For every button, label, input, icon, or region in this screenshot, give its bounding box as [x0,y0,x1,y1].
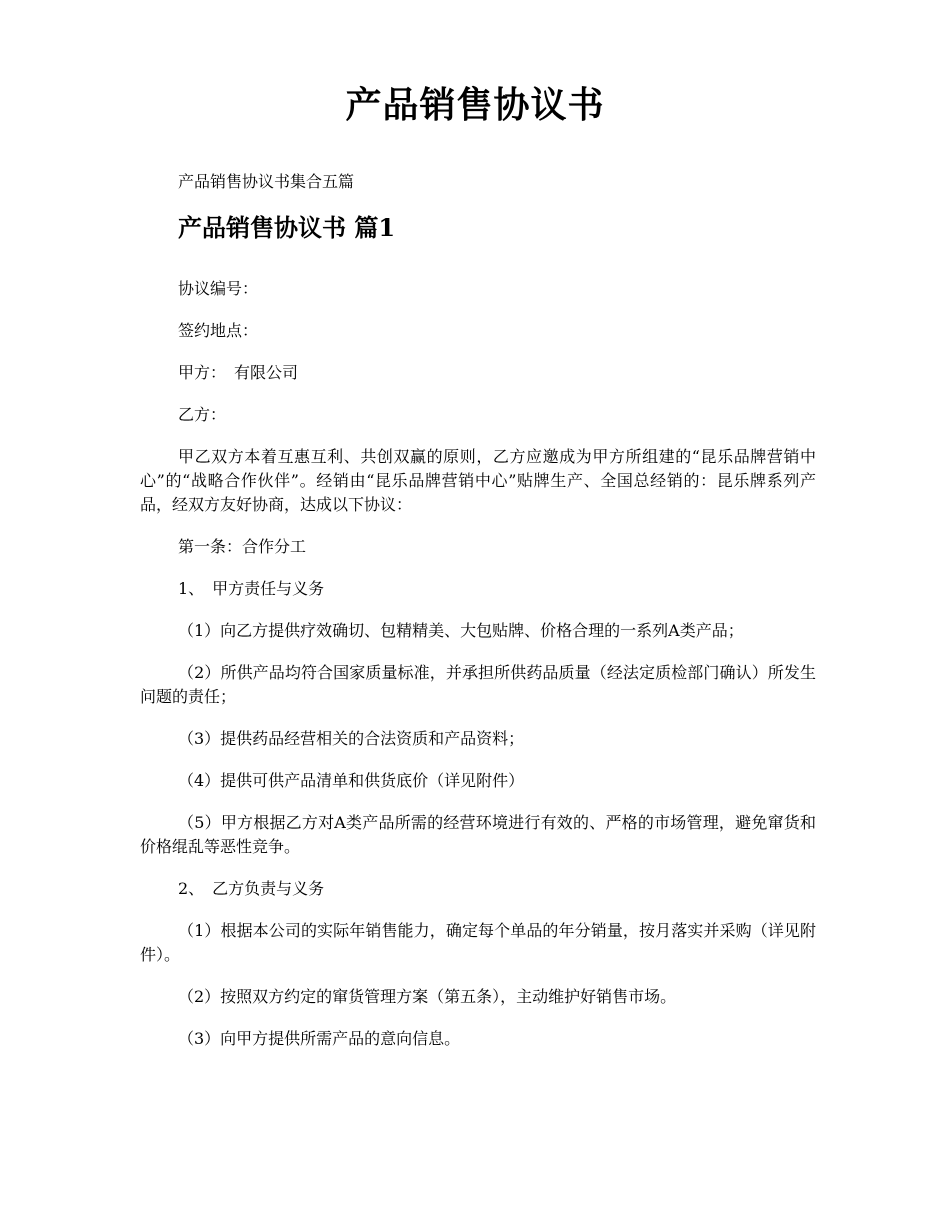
paragraph-article-1: 第一条：合作分工 [178,537,307,556]
section-heading: 产品销售协议书 篇1 [178,213,396,242]
paragraph-a-item-1: （1）向乙方提供疗效确切、包精精美、大包贴牌、价格合理的一系列A类产品； [178,621,744,640]
paragraph-signing-place: 签约地点： [178,321,259,340]
paragraph-b-item-3: （3）向甲方提供所需产品的意向信息。 [178,1029,461,1048]
paragraph-b-item-1: （1）根据本公司的实际年销售能力，确定每个单品的年分销量，按月落实并采购（详见附件）。 [140,921,816,964]
document-title: 产品销售协议书 [345,84,605,126]
document-subtitle: 产品销售协议书集合五篇 [178,172,355,191]
paragraph-party-b-duties: 2、 乙方负责与义务 [178,879,325,898]
paragraph-party-b: 乙方： [178,405,227,424]
paragraph-a-item-5: （5）甲方根据乙方对A类产品所需的经营环境进行有效的、严格的市场管理，避免窜货和价格绲乱等恶性竞争。 [140,813,816,856]
paragraph-party-a-duties: 1、 甲方责任与义务 [178,579,325,598]
paragraph-a-item-3: （3）提供药品经营相关的合法资质和产品资料； [178,729,525,748]
paragraph-party-a: 甲方： 有限公司 [178,363,299,382]
paragraph-a-item-2: （2）所供产品均符合国家质量标准，并承担所供药品质量（经法定质检部门确认）所发生问题的责任； [140,663,816,706]
document-body [140,277,816,1069]
paragraph-agreement-number: 协议编号： [178,279,259,298]
paragraph-preamble: 甲乙双方本着互惠互利、共创双赢的原则，乙方应邀成为甲方所组建的“昆乐品牌营销中心”的“战略合作伙伴”。经销由“昆乐品牌营销中心”贴牌生产、全国总经销的：昆乐牌系列产品，经双方友好协商，达成以下协议： [140,447,816,514]
paragraph-b-item-2: （2）按照双方约定的窜货管理方案（第五条），主动维护好销售市场。 [178,987,677,1006]
paragraph-a-item-4: （4）提供可供产品清单和供货底价（详见附件） [178,771,525,790]
